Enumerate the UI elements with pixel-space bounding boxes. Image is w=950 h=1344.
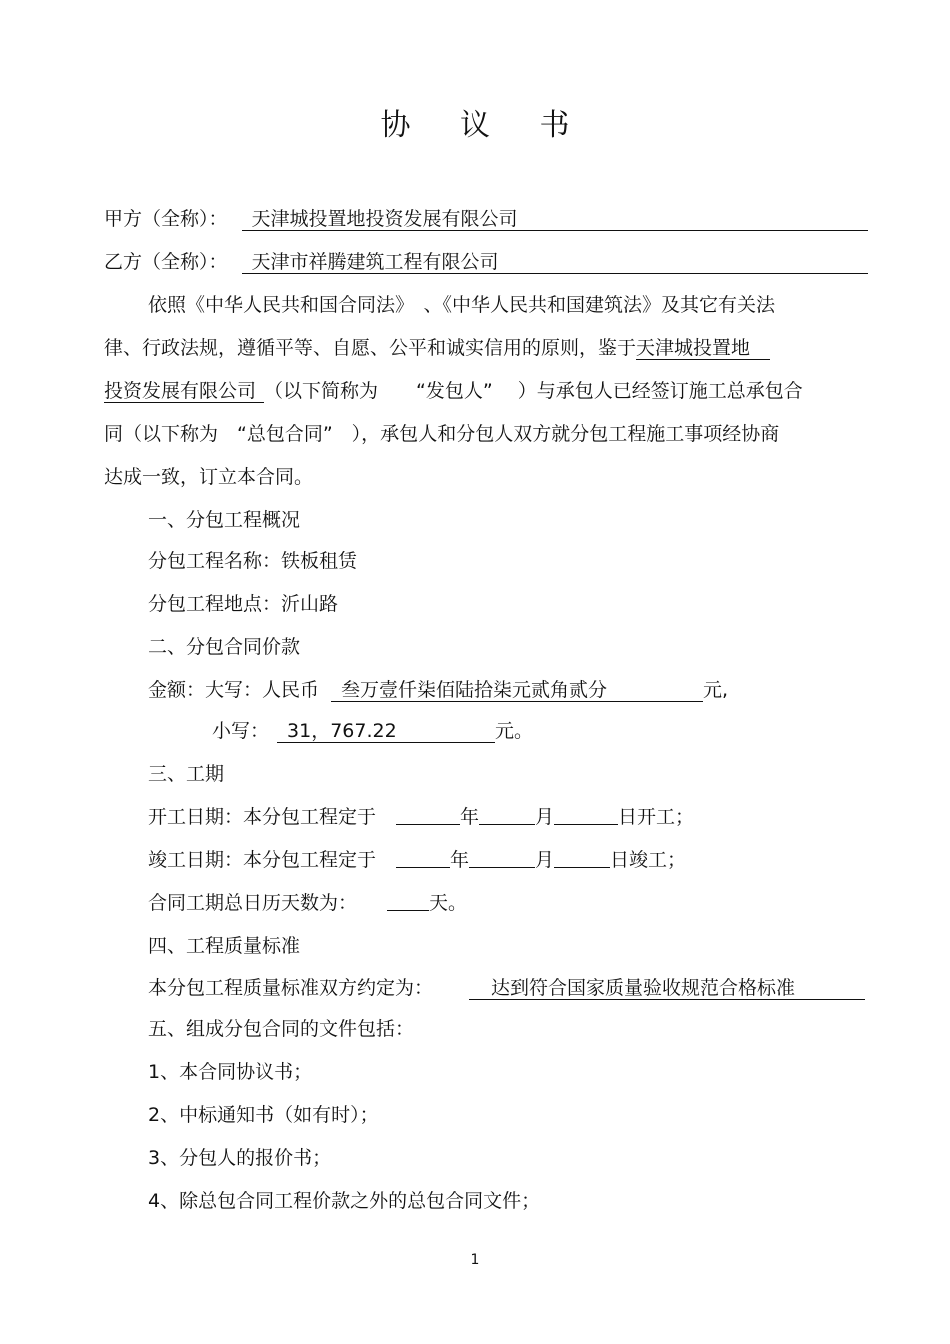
intro-line-4: 同（以下称为 “总包合同” ），承包人和分包人双方就分包工程施工事项经协商 bbox=[104, 423, 780, 445]
intro-client-fill-2: 投资发展有限公司 bbox=[104, 380, 264, 403]
end-year-blank bbox=[396, 847, 450, 868]
quality-value: 达到符合国家质量验收规范合格标准 bbox=[469, 977, 865, 1000]
party-b-label: 乙方（全称）： bbox=[104, 251, 228, 273]
end-date-label: 竣工日期：本分包工程定于 bbox=[148, 849, 377, 871]
start-month-blank bbox=[479, 804, 535, 825]
amount-upper-value: 叁万壹仟柒佰陆拾柒元贰角贰分 bbox=[331, 679, 703, 702]
intro-line-1: 依照《中华人民共和国合同法》 、《中华人民共和国建筑法》及其它有关法 bbox=[148, 294, 776, 316]
section-3-heading: 三、工期 bbox=[148, 763, 225, 785]
project-name-label: 分包工程名称： bbox=[148, 550, 282, 572]
amount-lower-value: 31，767.22 bbox=[277, 720, 495, 743]
project-name-value: 铁板租赁 bbox=[281, 550, 358, 572]
yuan-label-1: 元, bbox=[703, 679, 729, 701]
party-a-label: 甲方（全称）： bbox=[104, 208, 228, 230]
days-label: 天。 bbox=[429, 892, 468, 914]
section-5-heading: 五、组成分包合同的文件包括： bbox=[148, 1018, 415, 1040]
project-name-row bbox=[148, 548, 357, 574]
intro-line-3-text: （以下简称为 “发包人” ）与承包人已经签订施工总承包合 bbox=[264, 380, 803, 402]
start-year-label: 年 bbox=[460, 806, 480, 828]
start-date-row bbox=[148, 804, 694, 830]
project-site-label: 分包工程地点： bbox=[148, 593, 282, 615]
intro-line-5: 达成一致，订立本合同。 bbox=[104, 466, 314, 488]
amount-lower-row bbox=[212, 718, 533, 744]
intro-line-2-text: 律、行政法规，遵循平等、自愿、公平和诚实信用的原则，鉴于 bbox=[104, 337, 637, 359]
project-site-value: 沂山路 bbox=[281, 593, 339, 615]
end-month-blank bbox=[469, 847, 535, 868]
section-1-heading: 一、分包工程概况 bbox=[148, 509, 301, 531]
page-number: 1 bbox=[470, 1252, 480, 1268]
total-days-row bbox=[148, 890, 467, 916]
document-item-4: 4、除总包合同工程价款之外的总包合同文件； bbox=[148, 1190, 541, 1212]
end-day-blank bbox=[554, 847, 610, 868]
start-month-label: 月 bbox=[535, 806, 555, 828]
document-title: 协 议 书 bbox=[380, 108, 590, 143]
section-4-heading: 四、工程质量标准 bbox=[148, 935, 301, 957]
party-a-name: 天津城投置地投资发展有限公司 bbox=[242, 208, 868, 231]
end-month-label: 月 bbox=[535, 849, 555, 871]
end-day-label: 日竣工； bbox=[610, 849, 687, 871]
total-days-blank bbox=[387, 890, 429, 911]
start-year-blank bbox=[396, 804, 460, 825]
start-date-label: 开工日期：本分包工程定于 bbox=[148, 806, 377, 828]
amount-upper-row bbox=[148, 677, 728, 703]
project-site-row bbox=[148, 591, 338, 617]
end-year-label: 年 bbox=[450, 849, 470, 871]
end-date-row bbox=[148, 847, 686, 873]
party-b-name: 天津市祥腾建筑工程有限公司 bbox=[242, 251, 868, 274]
start-day-label: 日开工； bbox=[618, 806, 695, 828]
intro-line-3 bbox=[104, 378, 803, 404]
quality-row bbox=[148, 975, 865, 1001]
amount-upper-label: 金额：大写：人民币 bbox=[148, 679, 320, 701]
document-item-3: 3、分包人的报价书； bbox=[148, 1147, 332, 1169]
total-days-label: 合同工期总日历天数为： bbox=[148, 892, 358, 914]
party-b-row bbox=[104, 249, 868, 275]
amount-lower-label: 小写： bbox=[212, 720, 270, 742]
yuan-label-2: 元。 bbox=[495, 720, 534, 742]
start-day-blank bbox=[554, 804, 618, 825]
intro-line-2 bbox=[104, 335, 770, 361]
party-a-row bbox=[104, 206, 868, 232]
document-item-1: 1、本合同协议书； bbox=[148, 1061, 313, 1083]
section-2-heading: 二、分包合同价款 bbox=[148, 636, 301, 658]
document-item-2: 2、中标通知书（如有时）； bbox=[148, 1104, 379, 1126]
quality-label: 本分包工程质量标准双方约定为： bbox=[148, 977, 434, 999]
intro-client-fill-1: 天津城投置地 bbox=[636, 337, 770, 360]
